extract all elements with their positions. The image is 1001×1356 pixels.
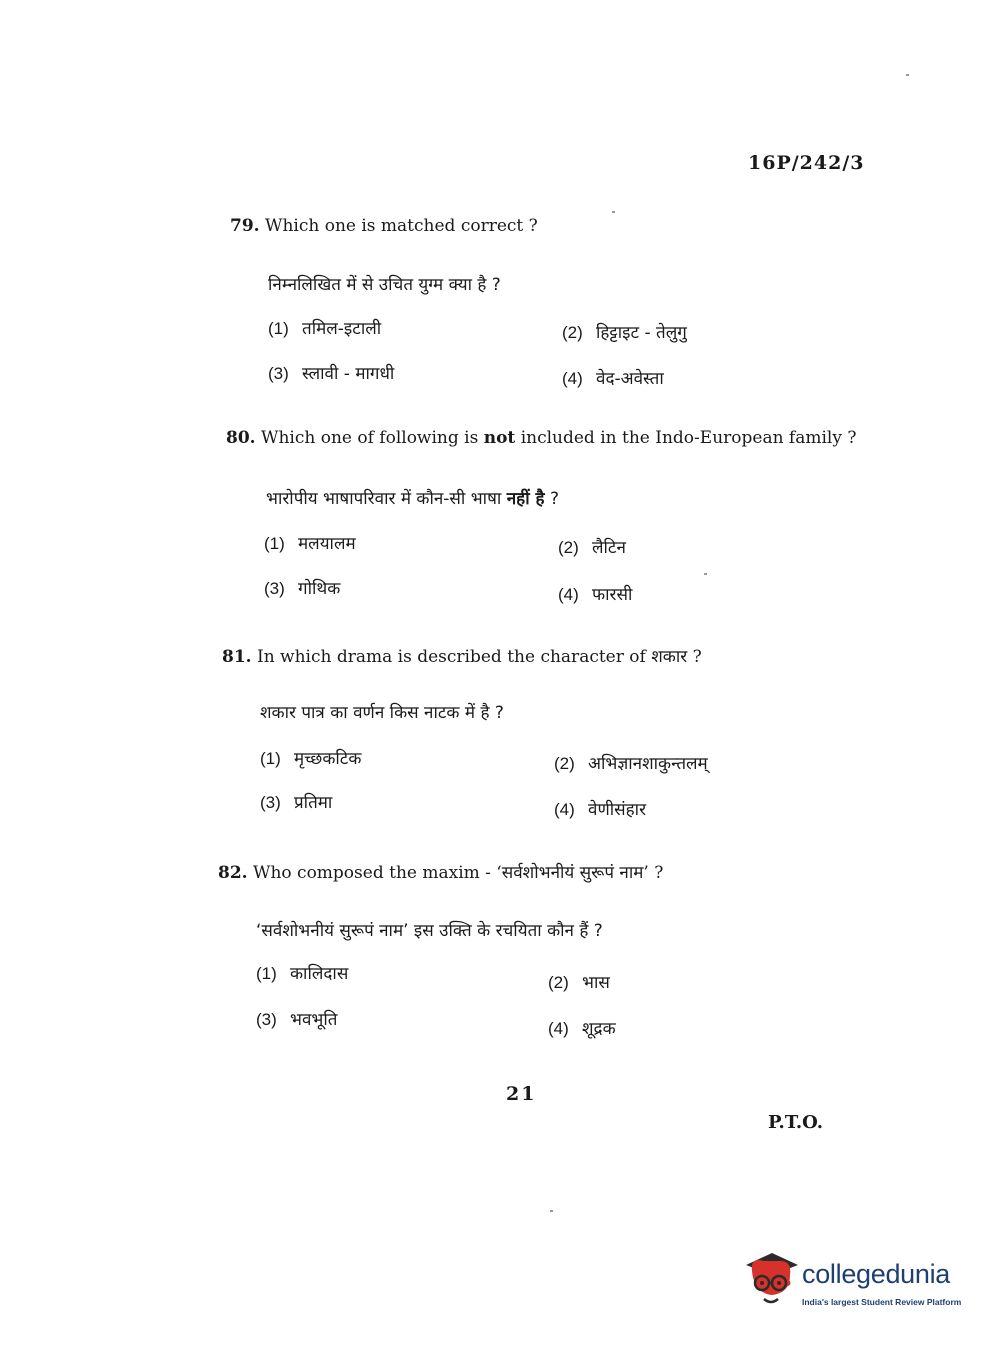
question-english <box>230 216 538 236</box>
question-text-english: Who composed the maxim - ‘सर्वशोभनीयं सुरूपं नाम’ ? <box>252 863 664 883</box>
scan-speck <box>550 1210 553 1212</box>
option-3: (3) गोथिक <box>264 579 341 599</box>
option-2: (2) लैटिन <box>558 538 626 558</box>
question-text-english: In which drama is described the character of शकार ? <box>256 647 702 667</box>
logo-wordmark: collegedunia <box>802 1259 951 1289</box>
option-4: (4) फारसी <box>558 585 633 605</box>
option-4: (4) वेणीसंहार <box>554 800 647 820</box>
scan-speck <box>704 573 707 575</box>
question-text-hindi: भारोपीय भाषापरिवार में कौन-सी भाषा नहीं है ? <box>266 489 559 509</box>
option-1: (1) मृच्छकटिक <box>260 749 362 769</box>
option-1: (1) कालिदास <box>256 964 349 984</box>
mascot-icon <box>742 1247 800 1311</box>
collegedunia-logo <box>742 1247 972 1317</box>
question-english <box>222 644 702 667</box>
question-text-hindi: ‘सर्वशोभनीयं सुरूपं नाम’ इस उक्ति के रचयिता कौन हैं ? <box>256 921 603 941</box>
scan-speck <box>612 211 615 213</box>
emphasis-not: not <box>483 428 516 448</box>
question-number: 81. <box>222 647 252 667</box>
scan-speck <box>906 74 909 76</box>
option-2: (2) हिट्टाइट - तेलुगु <box>562 323 687 343</box>
logo-tagline: India's largest Student Review Platform <box>802 1297 962 1307</box>
page-number: 21 <box>506 1083 537 1105</box>
option-2: (2) भास <box>548 973 610 993</box>
option-1: (1) तमिल-इटाली <box>268 319 382 339</box>
question-english: 80. Which one of following is not included in the Indo-European family ? <box>226 428 857 448</box>
paper-code: 16P/242/3 <box>748 152 865 174</box>
question-number: 82. <box>218 863 248 883</box>
option-4: (4) वेद-अवेस्ता <box>562 369 664 389</box>
question-text-hindi: निम्नलिखित में से उचित युग्म क्या है ? <box>268 275 501 295</box>
option-4: (4) शूद्रक <box>548 1019 616 1039</box>
option-1: (1) मलयालम <box>264 534 356 554</box>
option-3: (3) भवभूति <box>256 1010 338 1030</box>
option-3: (3) स्लावी - मागधी <box>268 364 395 384</box>
emphasis-nahi: नहीं है <box>506 489 545 509</box>
question-number: 79. <box>230 216 260 236</box>
question-english <box>218 860 663 883</box>
option-3: (3) प्रतिमा <box>260 793 333 813</box>
pto-label: P.T.O. <box>768 1112 824 1133</box>
question-number: 80. <box>226 428 256 448</box>
option-2: (2) अभिज्ञानशाकुन्तलम् <box>554 754 708 774</box>
question-text-hindi: शकार पात्र का वर्णन किस नाटक में है ? <box>260 703 504 723</box>
question-text-english: Which one is matched correct ? <box>264 216 538 236</box>
